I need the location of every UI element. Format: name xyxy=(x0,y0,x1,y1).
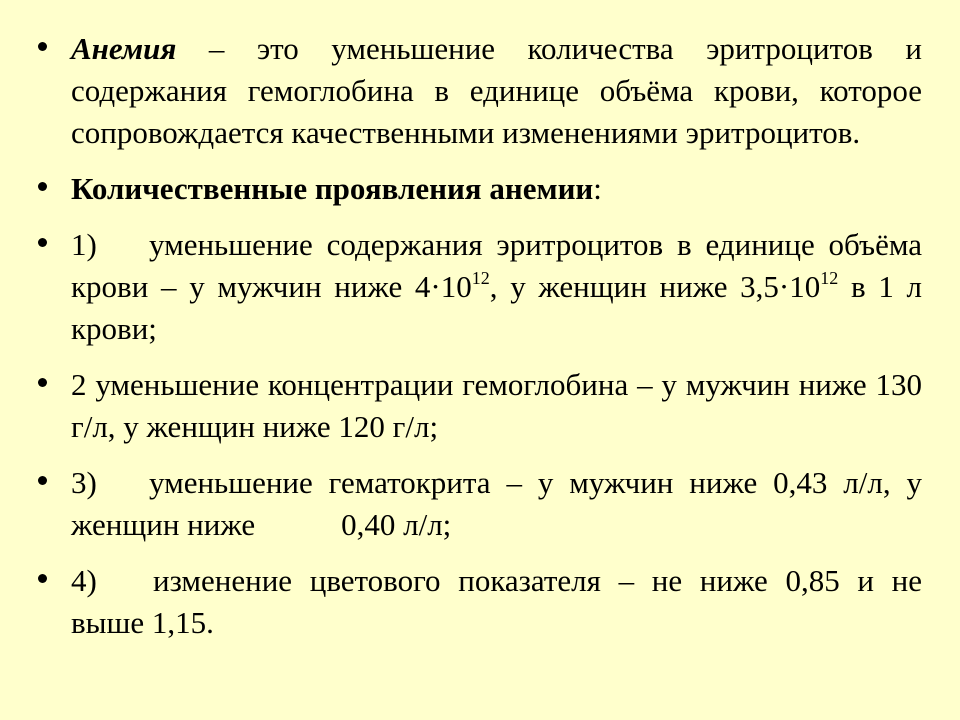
bullet-dot-icon xyxy=(38,574,47,583)
bullet-hematocrit xyxy=(38,462,922,546)
term-anemia: Анемия xyxy=(71,31,177,66)
hematocrit-text-b: 0,40 л/л; xyxy=(341,507,452,542)
definition-text: – это уменьшение количества эритроцитов и содержания гемоглобина в единице объёма крови, которое сопровождается качественными изменениями эритроцитов. xyxy=(71,31,922,150)
erythrocytes-text-a: уменьшение содержания эритроцитов в единице объёма крови – у мужчин ниже 4·10 xyxy=(71,227,922,304)
erythrocytes-text-b: , у женщин ниже 3,5·10 xyxy=(489,269,821,304)
color-index-text: изменение цветового показателя – не ниже 0,85 и не выше 1,15. xyxy=(71,563,922,640)
bullet-dot-icon xyxy=(38,476,47,485)
item-number: 4) xyxy=(71,563,97,598)
bullet-dot-icon xyxy=(38,42,47,51)
bullet-hemoglobin xyxy=(38,364,922,448)
exponent-men: 12 xyxy=(471,267,490,288)
bullet-dot-icon xyxy=(38,182,47,191)
bullet-definition xyxy=(38,28,922,154)
bullet-erythrocytes xyxy=(38,224,922,350)
item-number: 3) xyxy=(71,465,97,500)
hematocrit-text-a: уменьшение гематокрита – у мужчин ниже 0,43 л/л, у женщин ниже xyxy=(71,465,922,542)
heading-suffix: : xyxy=(593,171,602,206)
bullet-heading xyxy=(38,168,922,210)
hemoglobin-text: 2 уменьшение концентрации гемоглобина – у мужчин ниже 130 г/л, у женщин ниже 120 г/л; xyxy=(71,367,922,444)
quantitative-heading: Количественные проявления анемии xyxy=(71,171,594,206)
bullet-list xyxy=(38,28,922,644)
bullet-dot-icon xyxy=(38,238,47,247)
item-number: 1) xyxy=(71,227,97,262)
erythrocytes-text-c: в 1 л крови; xyxy=(71,269,923,346)
bullet-color-index xyxy=(38,560,922,644)
exponent-women: 12 xyxy=(820,267,839,288)
bullet-dot-icon xyxy=(38,378,47,387)
